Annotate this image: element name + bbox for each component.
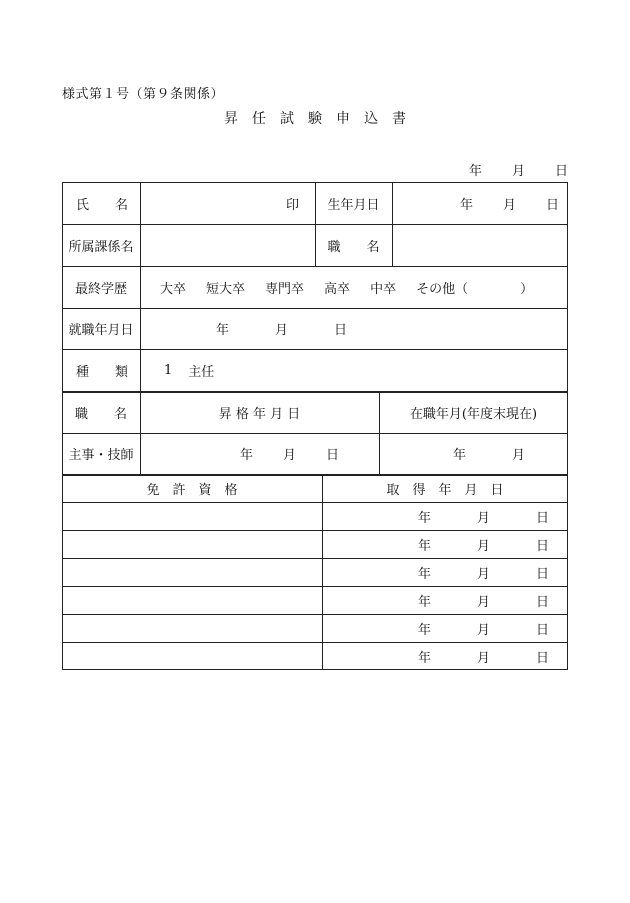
acq-month-label: 月: [477, 566, 491, 582]
date-year-label: 年: [468, 164, 482, 179]
document-title: 昇任試験申込書: [224, 111, 420, 127]
education-option[interactable]: 大卒: [160, 281, 187, 297]
date-month-label: 月: [511, 164, 525, 179]
employment-year-label: 年: [216, 323, 230, 338]
acquired-date-field[interactable]: [322, 558, 568, 586]
tenure-year-label: 年: [453, 448, 467, 463]
employment-month-label: 月: [275, 323, 289, 338]
acquired-date-header: 取 得 年 月 日: [386, 483, 504, 498]
acq-year-label: 年: [418, 650, 432, 666]
date-day-label: 日: [554, 164, 568, 179]
acq-day-label: 日: [536, 622, 550, 638]
acq-day-label: 日: [536, 566, 550, 582]
acq-day-label: 日: [536, 510, 550, 526]
acq-day-label: 日: [536, 594, 550, 610]
education-option-other[interactable]: その他（: [416, 281, 469, 297]
acq-year-label: 年: [418, 566, 432, 582]
promotion-date-header: 昇 格 年 月 日: [218, 406, 301, 422]
education-option[interactable]: 中卒: [370, 281, 397, 297]
acquired-date-field[interactable]: [322, 502, 568, 530]
promotion-date-field[interactable]: [140, 433, 379, 474]
tenure-field[interactable]: [379, 433, 568, 474]
acq-day-label: 日: [536, 538, 550, 554]
job-title-field[interactable]: [392, 224, 568, 266]
promo-day-label: 日: [326, 448, 340, 463]
employment-day-label: 日: [334, 323, 348, 338]
license-header: 免 許 資 格: [146, 483, 238, 498]
acq-month-label: 月: [477, 594, 491, 610]
promo-month-label: 月: [283, 448, 297, 463]
employment-date-label: 就職年月日: [68, 323, 134, 338]
birth-date-label: 生年月日: [327, 197, 380, 213]
license-name-field[interactable]: [62, 558, 322, 586]
promo-year-label: 年: [240, 448, 254, 463]
acquired-date-field[interactable]: [322, 614, 568, 642]
education-label: 最終学歴: [74, 281, 127, 297]
staff-engineer-label: 主事・技師: [68, 448, 134, 463]
acq-month-label: 月: [477, 622, 491, 638]
birth-month-label: 月: [503, 197, 517, 213]
acq-year-label: 年: [418, 622, 432, 638]
acq-year-label: 年: [418, 594, 432, 610]
education-option[interactable]: 専門卒: [265, 281, 305, 297]
acq-month-label: 月: [477, 538, 491, 554]
tenure-header: 在職年月(年度末現在): [409, 406, 538, 422]
type-label: 種 類: [76, 364, 129, 380]
affiliation-field[interactable]: [140, 224, 315, 266]
affiliation-label: 所属課係名: [68, 239, 134, 255]
acq-year-label: 年: [418, 510, 432, 526]
type-field[interactable]: [140, 349, 568, 391]
job-title-label: 職 名: [327, 239, 380, 255]
name-field[interactable]: [140, 182, 315, 224]
acquired-date-field[interactable]: [322, 586, 568, 614]
acquired-date-field[interactable]: [322, 530, 568, 558]
seal-mark: 印: [285, 197, 299, 213]
employment-date-field[interactable]: [140, 308, 568, 349]
section2-job-label: 職 名: [74, 406, 127, 422]
education-options[interactable]: [140, 266, 568, 308]
application-date: [469, 160, 568, 179]
license-name-field[interactable]: [62, 502, 322, 530]
license-name-field[interactable]: [62, 586, 322, 614]
birth-date-field[interactable]: [392, 182, 568, 224]
birth-year-label: 年: [460, 197, 474, 213]
name-label: 氏 名: [76, 197, 129, 213]
education-other-close: ）: [520, 281, 534, 297]
acq-month-label: 月: [477, 650, 491, 666]
education-option[interactable]: 高卒: [324, 281, 351, 297]
type-number: 1: [164, 362, 173, 378]
acq-month-label: 月: [477, 510, 491, 526]
license-name-field[interactable]: [62, 642, 322, 670]
form-number-label: 様式第１号（第９条関係）: [62, 87, 225, 102]
acq-day-label: 日: [536, 650, 550, 666]
acquired-date-field[interactable]: [322, 642, 568, 670]
education-option[interactable]: 短大卒: [206, 281, 246, 297]
birth-day-label: 日: [546, 197, 560, 213]
acq-year-label: 年: [418, 538, 432, 554]
type-value: 主任: [188, 364, 215, 380]
license-name-field[interactable]: [62, 614, 322, 642]
tenure-month-label: 月: [512, 448, 526, 463]
license-name-field[interactable]: [62, 530, 322, 558]
